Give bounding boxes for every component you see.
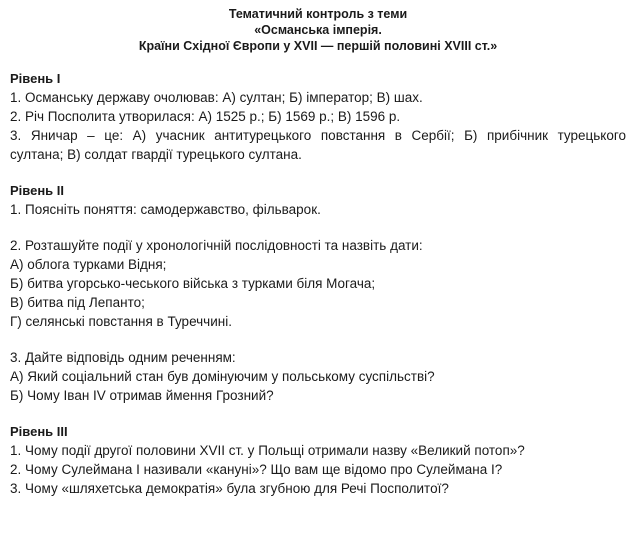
level-3-heading: Рівень ІІІ	[10, 424, 68, 439]
level-1-question-3-line-2: султана; В) солдат гвардії турецького султана.	[10, 147, 302, 162]
title-line-3: Країни Східної Європи у XVII — першій половині XVIII ст.»	[138, 39, 498, 53]
level-2-question-2-option-b: Б) битва угорсько-чеського війська з турками біля Могача;	[10, 276, 376, 291]
spacer	[10, 219, 626, 236]
level-3-question-2: 2. Чому Сулеймана І називали «кануні»? Що вам ще відомо про Сулеймана І?	[10, 462, 503, 477]
level-2-question-2-option-c: В) битва під Лепанто;	[10, 295, 145, 310]
title-line-2: «Османська імперія.	[254, 23, 382, 37]
level-2-question-2: 2. Розташуйте події у хронологічній послідовності та назвіть дати:	[10, 238, 423, 253]
level-3-question-1: 1. Чому події другої половини XVII ст. у Польщі отримали назву «Великий потоп»?	[10, 443, 525, 458]
document-title	[10, 6, 626, 54]
spacer	[10, 405, 626, 422]
level-2-question-3-option-b: Б) Чому Іван IV отримав ймення Грозний?	[10, 388, 274, 403]
level-3-question-3: 3. Чому «шляхетська демократія» була згубною для Речі Посполитої?	[10, 481, 449, 496]
level-2-question-3-option-a: А) Який соціальний стан був домінуючим у польському суспільстві?	[10, 369, 435, 384]
level-2-section	[10, 181, 626, 405]
level-2-question-2-option-a: А) облога турками Відня;	[10, 257, 167, 272]
level-1-section	[10, 69, 626, 164]
level-1-question-1: 1. Османську державу очолював: А) султан; Б) імператор; В) шах.	[10, 90, 423, 105]
level-2-question-2-option-d: Г) селянські повстання в Туреччині.	[10, 314, 232, 329]
level-2-question-1: 1. Поясніть поняття: самодержавство, фільварок.	[10, 202, 321, 217]
level-3-section	[10, 422, 626, 498]
title-line-1: Тематичний контроль з теми	[228, 7, 408, 21]
level-1-heading: Рівень І	[10, 71, 61, 86]
spacer	[10, 164, 626, 181]
level-2-heading: Рівень ІІ	[10, 183, 65, 198]
level-1-question-3-line-1: 3. Яничар – це: А) учасник антитурецького повстання в Сербії; Б) прибічник турецького	[10, 128, 626, 143]
level-1-question-2: 2. Річ Посполита утворилася: А) 1525 р.; Б) 1569 р.; В) 1596 р.	[10, 109, 401, 124]
level-2-question-3: 3. Дайте відповідь одним реченням:	[10, 350, 236, 365]
spacer	[10, 331, 626, 348]
